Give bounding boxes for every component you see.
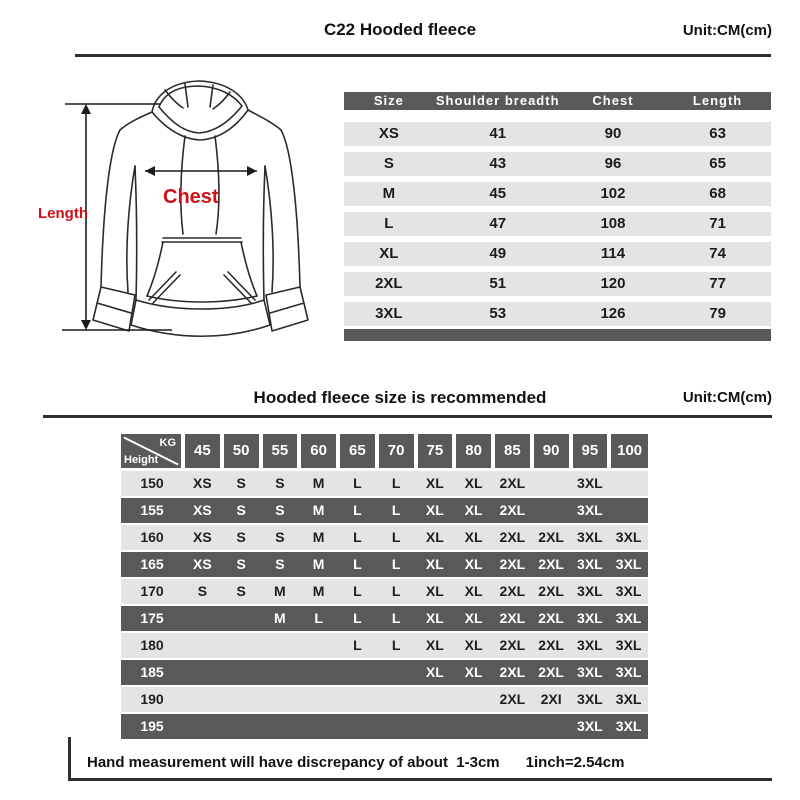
matrix-size-cell: XL [464,583,483,599]
matrix-size-cell: 2XL [499,556,526,572]
matrix-height-cell: 155 [140,502,164,518]
weight-header-cell: 65 [338,434,377,468]
matrix-size-cell [261,660,300,685]
matrix-size-cell: XL [425,664,444,680]
matrix-size-cell: M [312,583,325,599]
size-name-cell: M [382,185,396,202]
matrix-row [121,498,648,523]
size-value-cell: 53 [489,305,507,322]
matrix-size-cell: XL [464,637,483,653]
matrix-size-cell: 3XL [577,583,603,599]
matrix-size-cell: L [353,475,362,491]
matrix-size-cell: 3XL [615,664,642,680]
matrix-size-cell: M [274,583,286,599]
matrix-size-cell: L [391,529,401,545]
matrix-size-cell: 3XL [615,529,642,545]
matrix-size-cell: 3XL [577,475,603,491]
matrix-size-cell: 3XL [615,583,642,599]
matrix-size-cell [532,498,571,523]
matrix-size-cell: 3XL [577,610,603,626]
matrix-size-cell: 2XL [538,637,564,653]
matrix-size-cell [454,687,493,712]
matrix-size-cell: 2XL [499,583,526,599]
matrix-size-cell [299,687,338,712]
matrix-size-cell: XS [193,502,212,518]
matrix-size-cell: XL [464,502,483,518]
size-name-cell: 3XL [375,305,403,322]
matrix-size-cell [222,687,261,712]
matrix-size-cell: L [353,637,362,653]
divider-line-bottom [43,415,772,418]
matrix-size-cell: 2XL [538,556,564,572]
matrix-size-cell [532,714,571,739]
matrix-size-cell: M [312,529,325,545]
size-table-row [344,272,771,296]
matrix-height-cell: 165 [140,556,164,572]
weight-header-cell: 50 [222,434,261,468]
matrix-size-cell [183,714,222,739]
matrix-corner-cell [121,434,183,468]
matrix-size-cell [183,633,222,658]
matrix-size-cell [261,714,300,739]
size-table-column-header: Length [692,93,743,108]
matrix-row [121,633,648,658]
size-table-column-header: Chest [592,93,634,108]
matrix-row [121,552,648,577]
matrix-size-cell [338,660,377,685]
size-name-cell: L [384,215,394,232]
matrix-size-cell: L [353,529,362,545]
matrix-size-cell: S [197,583,208,599]
matrix-size-cell: 3XL [577,691,603,707]
matrix-row [121,714,648,739]
size-value-cell: 68 [709,185,726,202]
matrix-size-cell: L [353,502,362,518]
matrix-size-cell: XL [464,475,483,491]
matrix-size-cell [416,687,455,712]
weight-header-cell: 45 [183,434,222,468]
matrix-size-cell: 2XL [499,529,526,545]
matrix-size-cell: 3XL [615,610,642,626]
matrix-size-cell: S [275,529,285,545]
size-value-cell: 114 [600,245,626,262]
matrix-size-cell [377,687,416,712]
chest-label: Chest [163,186,219,208]
matrix-size-cell: 3XL [577,529,603,545]
kg-axis-label: KG [159,437,176,449]
matrix-size-cell [299,714,338,739]
matrix-height-cell: 160 [140,529,164,545]
size-table-row [344,302,771,326]
size-table-end-bar [344,329,771,341]
matrix-row [121,525,648,550]
size-table-column-header: Size [373,93,404,108]
matrix-size-cell [377,714,416,739]
matrix-size-cell: XS [193,475,212,491]
matrix-size-cell [454,714,493,739]
unit-label-top: Unit:CM(cm) [682,22,772,39]
matrix-row [121,660,648,685]
matrix-size-cell: S [236,556,246,572]
matrix-body [121,471,648,739]
size-name-cell: 2XL [375,275,403,292]
weight-header-cell: 55 [261,434,300,468]
divider-line-top [75,54,771,57]
matrix-size-cell: S [275,502,285,518]
matrix-size-cell: XL [425,475,444,491]
matrix-row [121,471,648,496]
size-table-column-header: Shoulder breadth [435,93,560,108]
matrix-size-cell [261,633,300,658]
matrix-size-cell: 3XL [615,718,642,734]
size-table-row [344,152,771,176]
size-value-cell: 65 [709,155,726,172]
matrix-size-cell: 2XL [538,664,564,680]
weight-header-cell: 75 [416,434,455,468]
measurement-note: Hand measurement will have discrepancy of about 1-3cm [87,754,500,771]
matrix-size-cell: XL [425,502,444,518]
matrix-size-cell [377,660,416,685]
size-name-cell: XL [379,245,399,262]
matrix-size-cell: M [312,556,325,572]
matrix-size-cell: 2XL [538,529,564,545]
matrix-height-cell: 170 [140,583,164,599]
matrix-size-cell: 3XL [577,556,603,572]
matrix-size-cell: L [314,610,323,626]
matrix-size-cell: L [391,637,401,653]
matrix-size-cell: 2XL [499,502,526,518]
matrix-height-cell: 180 [140,637,164,653]
matrix-size-cell: L [391,610,401,626]
matrix-size-cell: 2XL [499,637,526,653]
inch-conversion: 1inch=2.54cm [525,754,625,771]
matrix-size-cell: 3XL [615,556,642,572]
unit-label-bottom: Unit:CM(cm) [682,389,772,406]
size-value-cell: 51 [489,275,507,292]
size-value-cell: 102 [600,185,626,202]
matrix-size-cell: 3XL [577,637,603,653]
matrix-size-cell: 3XL [577,664,603,680]
size-value-cell: 108 [600,215,626,232]
size-table-body [344,122,771,326]
weight-header-cell: 100 [609,434,648,468]
matrix-size-cell: S [275,475,285,491]
matrix-height-cell: 175 [140,610,164,626]
weight-header-cell: 60 [299,434,338,468]
size-table-row [344,242,771,266]
matrix-size-cell: S [236,502,246,518]
size-value-cell: 41 [489,125,507,142]
matrix-size-cell: XL [464,610,483,626]
matrix-height-cell: 190 [140,691,164,707]
size-value-cell: 77 [709,275,726,292]
size-value-cell: 126 [600,305,626,322]
weight-header-cell: 85 [493,434,532,468]
matrix-height-cell: 185 [140,664,164,680]
weight-header-cell: 95 [571,434,610,468]
size-table-row [344,212,771,236]
matrix-size-cell: L [391,475,401,491]
matrix-size-cell [222,633,261,658]
size-table-row [344,122,771,146]
size-value-cell: 45 [489,185,507,202]
matrix-size-cell: XL [425,556,444,572]
size-recommendation-matrix [121,434,648,741]
matrix-size-cell: L [353,556,362,572]
matrix-size-cell: L [391,556,401,572]
matrix-size-cell [183,606,222,631]
matrix-size-cell: L [353,583,362,599]
matrix-height-cell: 195 [140,718,164,734]
matrix-size-cell [416,714,455,739]
size-table [344,92,771,341]
matrix-size-cell: 2XI [540,691,562,707]
matrix-size-cell: XL [425,529,444,545]
length-label: Length [38,205,88,222]
matrix-size-cell [609,471,648,496]
matrix-size-cell [493,714,532,739]
recommendation-title: Hooded fleece size is recommended [253,388,547,407]
page-title: C22 Hooded fleece [323,20,477,39]
matrix-size-cell: S [236,475,246,491]
height-axis-label: Height [124,454,159,466]
size-value-cell: 74 [709,245,726,262]
matrix-size-cell: 2XL [499,475,526,491]
matrix-height-cell: 150 [140,475,164,491]
matrix-row [121,606,648,631]
matrix-size-cell [609,498,648,523]
matrix-size-cell: XS [193,556,212,572]
size-value-cell: 120 [600,275,626,292]
size-value-cell: 47 [489,215,507,232]
size-name-cell: S [383,155,394,172]
matrix-size-cell: M [274,610,286,626]
matrix-size-cell: 3XL [577,718,603,734]
matrix-row [121,687,648,712]
weight-header-cell: 90 [532,434,571,468]
size-value-cell: 49 [489,245,507,262]
matrix-size-cell: L [391,583,401,599]
matrix-size-cell: 2XL [499,664,526,680]
matrix-size-cell: S [275,556,285,572]
weight-header-cell: 80 [454,434,493,468]
matrix-size-cell: 3XL [615,691,642,707]
matrix-size-cell [299,633,338,658]
matrix-size-cell [532,471,571,496]
matrix-size-cell: L [353,610,362,626]
matrix-size-cell: XL [464,529,483,545]
size-value-cell: 96 [604,155,622,172]
matrix-size-cell [183,660,222,685]
matrix-size-cell: 2XL [499,691,526,707]
footer-note-box [68,737,772,781]
matrix-size-cell: XL [464,556,483,572]
matrix-size-cell [222,660,261,685]
size-name-cell: XS [378,125,399,142]
matrix-size-cell: 3XL [615,637,642,653]
matrix-size-cell: XL [425,637,444,653]
matrix-size-cell: 2XL [538,583,564,599]
matrix-size-cell: XL [425,583,444,599]
matrix-size-cell: XL [464,664,483,680]
matrix-size-cell [338,687,377,712]
size-table-header [344,92,771,110]
size-value-cell: 79 [709,305,726,322]
size-value-cell: 71 [709,215,726,232]
matrix-size-cell [261,687,300,712]
matrix-size-cell [183,687,222,712]
matrix-size-cell: L [391,502,401,518]
matrix-size-cell: M [312,475,325,491]
matrix-size-cell [222,606,261,631]
weight-header-cell: 70 [377,434,416,468]
matrix-size-cell [338,714,377,739]
size-value-cell: 43 [489,155,507,172]
matrix-size-cell: XS [193,529,212,545]
matrix-size-cell: M [312,502,325,518]
size-table-row [344,182,771,206]
matrix-row [121,579,648,604]
matrix-size-cell [222,714,261,739]
size-value-cell: 63 [709,125,726,142]
matrix-size-cell: 2XL [538,610,564,626]
matrix-header-row [121,434,648,468]
matrix-size-cell: 3XL [577,502,603,518]
size-value-cell: 90 [604,125,622,142]
matrix-size-cell [299,660,338,685]
matrix-size-cell: XL [425,610,444,626]
matrix-size-cell: S [236,583,246,599]
matrix-size-cell: S [236,529,246,545]
matrix-size-cell: 2XL [499,610,526,626]
